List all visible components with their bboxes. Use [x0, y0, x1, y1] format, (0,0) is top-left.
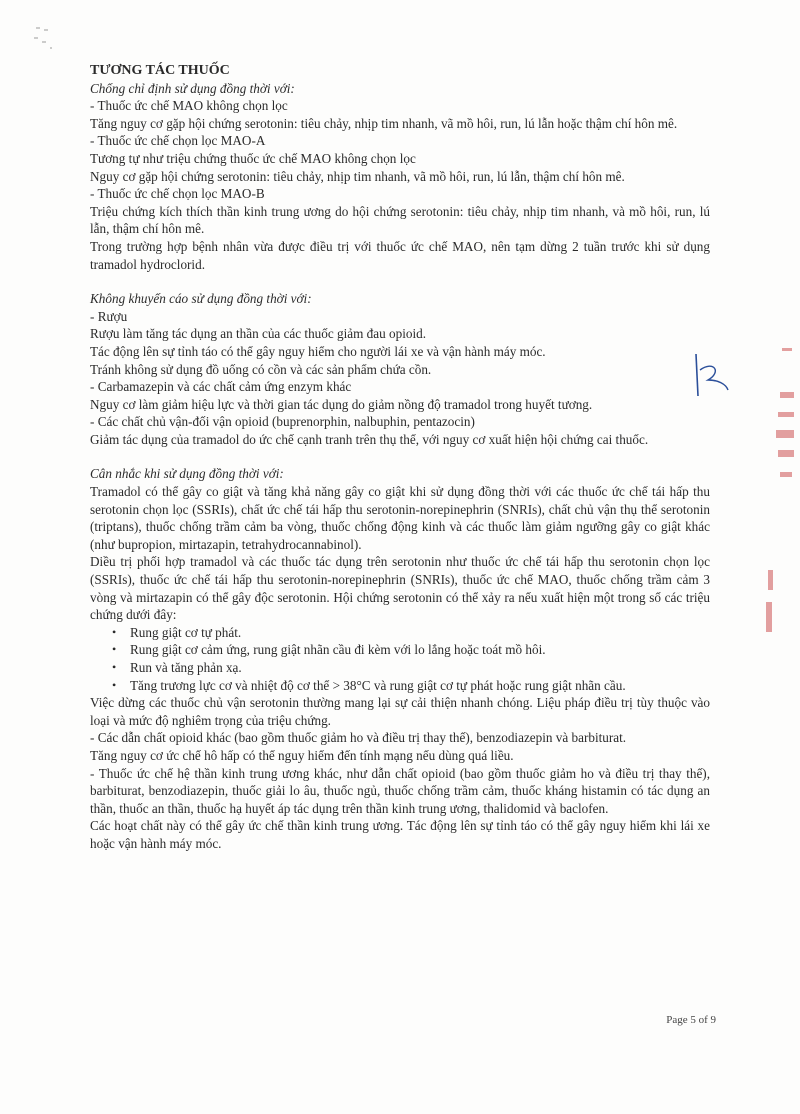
- spacer: [90, 448, 710, 465]
- contra-line: - Thuốc ức chế MAO không chọn lọc: [90, 98, 288, 114]
- caution-line: - Thuốc ức chế hệ thần kinh trung ương khác, như dẫn chất opioid (bao gồm thuốc giảm ho và điều trị thay thế), barbiturat, benzodiazepin, thuốc giải lo âu, thuốc ngủ, thuốc chống trầm cảm, thuốc kháng histamin có tác dụng an thần, thuốc an thần, thuốc hạ huyết áp tác dụng trên thần kinh trung ương, thalidomid và baclofen.: [90, 765, 710, 816]
- list-item: • Run và tăng phản xạ.: [90, 659, 710, 677]
- section-heading: TƯƠNG TÁC THUỐC: [90, 63, 230, 78]
- document-body: [90, 62, 710, 853]
- notrec-line: - Các chất chủ vận-đối vận opioid (buprenorphin, nalbuphin, pentazocin): [90, 414, 475, 430]
- contra-line: - Thuốc ức chế chọn lọc MAO-B: [90, 186, 265, 202]
- not-recommended-title: Không khuyến cáo sử dụng đồng thời với:: [90, 291, 312, 307]
- symptom-list: [90, 624, 710, 694]
- list-item: • Rung giật cơ tự phát.: [90, 624, 710, 642]
- caution-paragraph: Tramadol có thể gây co giật và tăng khả năng gây co giật khi sử dụng đồng thời với các thuốc ức chế tái hấp thu serotonin chọn lọc (SSRIs), chất ức chế tái hấp thu serotonin-norepinephrin (SNRIs), chất chủ vận thụ thể serotonin (triptans), thuốc chống trầm cảm ba vòng, thuốc chống động kinh và các thuốc làm giảm ngưỡng gây co giật khác (như bupropion, mirtazapin, tetrahydrocannabinol).: [90, 484, 710, 552]
- contra-line: Nguy cơ gặp hội chứng serotonin: tiêu chảy, nhịp tim nhanh, vã mồ hôi, run, lú lẫn, thậm chí hôn mê.: [90, 168, 625, 184]
- caution-paragraph: Diều trị phối hợp tramadol và các thuốc tác dụng trên serotonin như thuốc ức chế tái hấp thu serotonin chọn lọc (SSRIs), thuốc ức chế tái hấp thu serotonin-norepinephrin (SNRIs), thuốc ức chế MAO, thuốc chống trầm cảm 3 vòng và mirtazapin có thể gây độc serotonin. Hội chứng serotonin có thể xảy ra nếu xuất hiện một trong số các triệu chứng dưới đây:: [90, 554, 710, 623]
- caution-line: Việc dừng các thuốc chủ vận serotonin thường mang lại sự cải thiện nhanh chóng. Liệu pháp điều trị tùy thuộc vào loại và mức độ nghiêm trọng của triệu chứng.: [90, 695, 710, 728]
- red-stamp-fragment: [760, 340, 800, 650]
- caution-line: - Các dẫn chất opioid khác (bao gồm thuốc giảm ho và điều trị thay thế), benzodiazepin và barbiturat.: [90, 730, 627, 746]
- caution-title: Cân nhắc khi sử dụng đồng thời với:: [90, 466, 284, 482]
- contra-line: Trong trường hợp bệnh nhân vừa được điều trị với thuốc ức chế MAO, nên tạm dừng 2 tuần trước khi sử dụng tramadol hydroclorid.: [90, 238, 710, 272]
- notrec-line: - Rượu: [90, 308, 128, 324]
- contra-line: Tăng nguy cơ gặp hội chứng serotonin: tiêu chảy, nhịp tim nhanh, vã mồ hôi, run, lú lẫn hoặc thậm chí hôn mê.: [90, 115, 678, 131]
- notrec-line: Giảm tác dụng của tramadol do ức chế cạnh tranh trên thụ thể, với nguy cơ xuất hiện hội chứng cai thuốc.: [90, 431, 649, 447]
- contra-line: Triệu chứng kích thích thần kinh trung ương do hội chứng serotonin: tiêu chảy, nhịp tim nhanh, và mồ hôi, run, lú lẫn, thậm chí hôn mê.: [90, 203, 710, 237]
- list-item: • Rung giật cơ cảm ứng, rung giật nhãn cầu đi kèm với lo lắng hoặc toát mồ hôi.: [90, 641, 710, 659]
- notrec-line: Tác động lên sự tỉnh táo có thể gây nguy hiểm cho người lái xe và vận hành máy móc.: [90, 343, 546, 359]
- contra-line: Tương tự như triệu chứng thuốc ức chế MAO không chọn lọc: [90, 150, 416, 166]
- contraindication-title: Chống chỉ định sử dụng đồng thời với:: [90, 80, 295, 96]
- contra-line: - Thuốc ức chế chọn lọc MAO-A: [90, 133, 266, 149]
- list-item: • Tăng trương lực cơ và nhiệt độ cơ thể > 38°C và rung giật cơ tự phát hoặc rung giật nhãn cầu.: [90, 677, 710, 695]
- page-number: Page 5 of 9: [666, 1014, 716, 1026]
- spacer: [90, 273, 710, 290]
- notrec-line: Rượu làm tăng tác dụng an thần của các thuốc giảm đau opioid.: [90, 326, 427, 342]
- notrec-line: Tránh không sử dụng đồ uống có cồn và các sản phẩm chứa cồn.: [90, 361, 432, 377]
- notrec-line: Nguy cơ làm giảm hiệu lực và thời gian tác dụng do giảm nồng độ tramadol trong huyết tương.: [90, 396, 593, 412]
- scan-artifact-marks: [30, 20, 70, 60]
- notrec-line: - Carbamazepin và các chất cảm ứng enzym khác: [90, 379, 352, 395]
- caution-line: Các hoạt chất này có thể gây ức chế thần kinh trung ương. Tác động lên sự tỉnh táo có thể gây nguy hiểm khi lái xe hoặc vận hành máy móc.: [90, 818, 710, 851]
- caution-line: Tăng nguy cơ ức chế hô hấp có thể nguy hiểm đến tính mạng nếu dùng quá liều.: [90, 747, 514, 763]
